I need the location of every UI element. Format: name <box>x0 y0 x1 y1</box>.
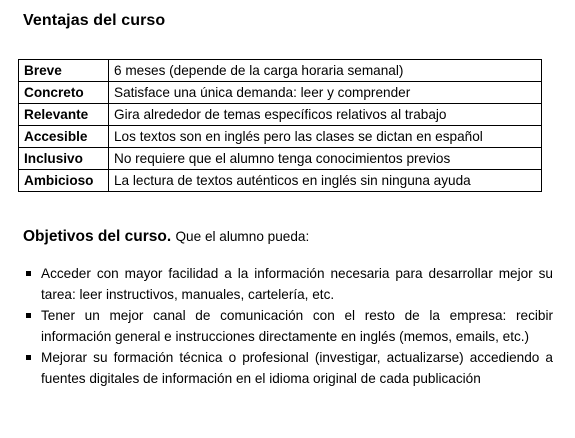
list-item <box>23 263 553 305</box>
list-item-text: Mejorar su formación técnica o profesional (investigar, actualizarse) accediendo a fuentes digitales de información en el idioma original de cada publicación <box>41 350 553 386</box>
row-value: Los textos son en inglés pero las clases se dictan en español <box>109 126 542 148</box>
row-value: Satisface una única demanda: leer y comprender <box>109 82 542 104</box>
row-key: Inclusivo <box>19 148 109 170</box>
row-value: La lectura de textos auténticos en inglés sin ninguna ayuda <box>109 170 542 192</box>
row-key: Ambicioso <box>19 170 109 192</box>
list-item-text: Tener un mejor canal de comunicación con el resto de la empresa: recibir información general e instrucciones directamente en inglés (memos, emails, etc.) <box>41 308 553 344</box>
row-value: No requiere que el alumno tenga conocimientos previos <box>109 148 542 170</box>
table-row <box>19 60 542 82</box>
list-item <box>23 347 553 389</box>
row-key: Concreto <box>19 82 109 104</box>
objectives-intro: Que el alumno pueda: <box>175 229 310 244</box>
section-heading-objetivos <box>23 228 309 246</box>
table-row <box>19 104 542 126</box>
square-bullet-icon <box>26 271 31 276</box>
list-item <box>23 305 553 347</box>
advantages-table <box>18 59 542 192</box>
list-item-text: Acceder con mayor facilidad a la información necesaria para desarrollar mejor su tarea: leer instructivos, manuales, cartelería, etc. <box>41 266 553 302</box>
objectives-title: Objetivos del curso. <box>23 228 172 245</box>
table-row <box>19 170 542 192</box>
section-heading-ventajas: Ventajas del curso <box>23 12 166 29</box>
row-value: 6 meses (depende de la carga horaria semanal) <box>109 60 542 82</box>
table-row <box>19 82 542 104</box>
table-row <box>19 148 542 170</box>
row-value: Gira alrededor de temas específicos relativos al trabajo <box>109 104 542 126</box>
row-key: Relevante <box>19 104 109 126</box>
square-bullet-icon <box>26 355 31 360</box>
row-key: Breve <box>19 60 109 82</box>
table-row <box>19 126 542 148</box>
row-key: Accesible <box>19 126 109 148</box>
objectives-list <box>23 263 553 389</box>
square-bullet-icon <box>26 313 31 318</box>
